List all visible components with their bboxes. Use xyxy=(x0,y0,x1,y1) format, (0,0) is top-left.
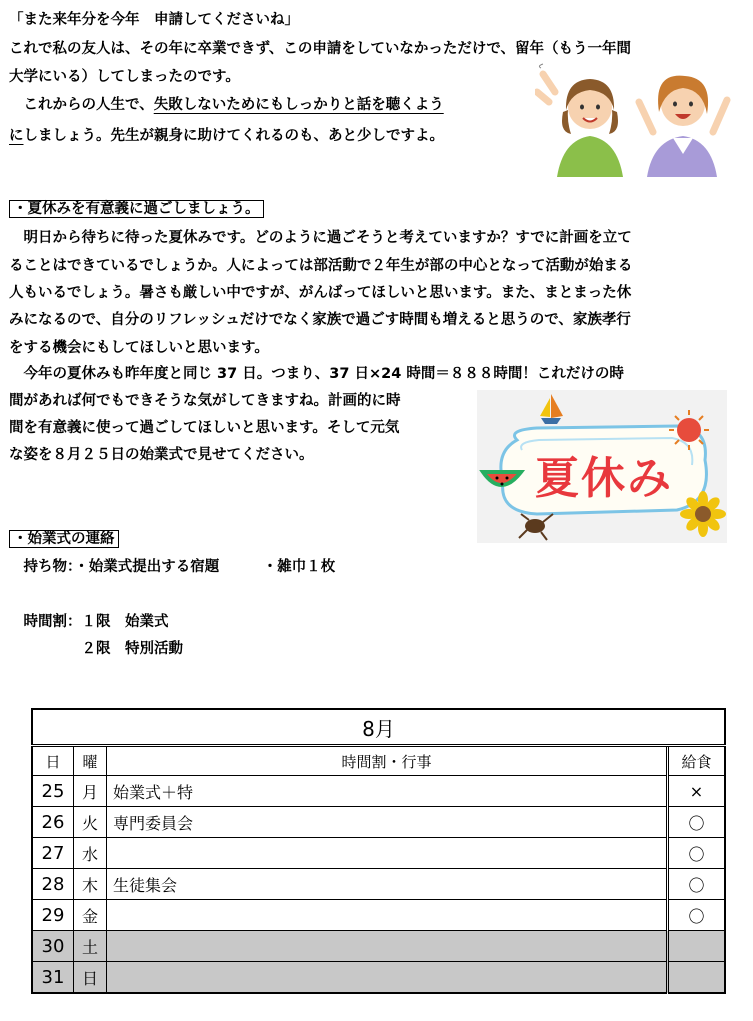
table-row xyxy=(32,931,725,962)
schedule-line: 時間割：１限 始業式 xyxy=(9,614,169,630)
quote-line: 「また来年分を今年 申請してくださいね」 xyxy=(9,12,299,28)
schedule-line: ２限 特別活動 xyxy=(9,641,183,657)
lunch-cell: 〇 xyxy=(668,807,726,838)
paragraph-line: 明日から待ちに待った夏休みです。どのように過ごそうと考えていますか？すでに計画を立て xyxy=(9,230,632,246)
paragraph-line xyxy=(9,93,444,114)
header-day: 日 xyxy=(32,746,74,776)
paragraph-line: をする機会にもしてほしいと思います。 xyxy=(9,340,269,356)
weekday-cell: 木 xyxy=(74,869,107,900)
month-title: 8月 xyxy=(32,709,725,746)
day-cell: 29 xyxy=(32,900,74,931)
paragraph-line: みになるので、自分のリフレッシュだけでなく家族で過ごす時間も増えると思うので、家族孝行 xyxy=(9,312,631,328)
paragraph-line xyxy=(9,124,444,145)
header-event: 時間割・行事 xyxy=(107,746,668,776)
event-cell: 専門委員会 xyxy=(107,807,668,838)
paragraph-line: 人もいるでしょう。暑さも厳しい中ですが、がんばってほしいと思います。また、まとまった休 xyxy=(9,285,632,301)
august-calendar-table xyxy=(31,708,726,994)
weekday-cell: 水 xyxy=(74,838,107,869)
event-cell xyxy=(107,900,668,931)
weekday-cell: 土 xyxy=(74,931,107,962)
header-lunch: 給食 xyxy=(668,746,726,776)
weekday-cell: 火 xyxy=(74,807,107,838)
weekday-cell: 月 xyxy=(74,776,107,807)
section-heading-summer: ・夏休みを有意義に過ごしましょう。 xyxy=(9,197,264,218)
table-row xyxy=(32,900,725,931)
lunch-cell: 〇 xyxy=(668,838,726,869)
table-row xyxy=(32,838,725,869)
day-cell: 31 xyxy=(32,962,74,994)
summer-sign-text: 夏休み xyxy=(535,453,673,504)
lunch-cell: × xyxy=(668,776,726,807)
table-row xyxy=(32,807,725,838)
lunch-cell: 〇 xyxy=(668,869,726,900)
paragraph-line: 間があれば何でもできそうな気がしてきますね。計画的に時 xyxy=(9,393,401,409)
event-cell xyxy=(107,838,668,869)
underlined-text: 失敗しないためにもしっかりと話を聴くよう xyxy=(153,97,444,113)
lunch-cell: 〇 xyxy=(668,900,726,931)
day-cell: 27 xyxy=(32,838,74,869)
event-cell xyxy=(107,962,668,994)
lunch-cell xyxy=(668,931,726,962)
table-row xyxy=(32,869,725,900)
day-cell: 30 xyxy=(32,931,74,962)
two-women-illustration xyxy=(535,62,735,177)
lunch-cell xyxy=(668,962,726,994)
text-segment: これからの人生で、 xyxy=(9,97,154,113)
paragraph-line: 間を有意義に使って過ごしてほしいと思います。そして元気 xyxy=(9,420,400,436)
event-cell xyxy=(107,931,668,962)
paragraph-line: これで私の友人は、その年に卒業できず、この申請をしていなかっただけで、留年（もう一年間 xyxy=(9,41,632,57)
event-cell: 始業式＋特 xyxy=(107,776,668,807)
section-heading-ceremony: ・始業式の連絡 xyxy=(9,527,119,548)
text-segment: しましょう。先生が親身に助けてくれるのも、あと少しですよ。 xyxy=(23,128,444,144)
paragraph-line: 大学にいる）してしまったのです。 xyxy=(9,69,240,85)
table-row xyxy=(32,962,725,994)
items-line: 持ち物：・始業式提出する宿題 ・雑巾１枚 xyxy=(9,559,336,575)
underlined-text: に xyxy=(9,128,24,144)
weekday-cell: 金 xyxy=(74,900,107,931)
event-cell: 生徒集会 xyxy=(107,869,668,900)
paragraph-line: な姿を８月２５日の始業式で見せてください。 xyxy=(9,447,314,463)
paragraph-line: ることはできているでしょうか。人によっては部活動で２年生が部の中心となって活動が始まる xyxy=(9,258,633,274)
day-cell: 25 xyxy=(32,776,74,807)
table-row xyxy=(32,776,725,807)
day-cell: 26 xyxy=(32,807,74,838)
header-weekday: 曜 xyxy=(74,746,107,776)
summer-vacation-illustration xyxy=(477,390,727,543)
weekday-cell: 日 xyxy=(74,962,107,994)
day-cell: 28 xyxy=(32,869,74,900)
paragraph-line: 今年の夏休みも昨年度と同じ 37 日。つまり、37 日×24 時間＝８８８時間！これだけの時 xyxy=(9,366,624,382)
